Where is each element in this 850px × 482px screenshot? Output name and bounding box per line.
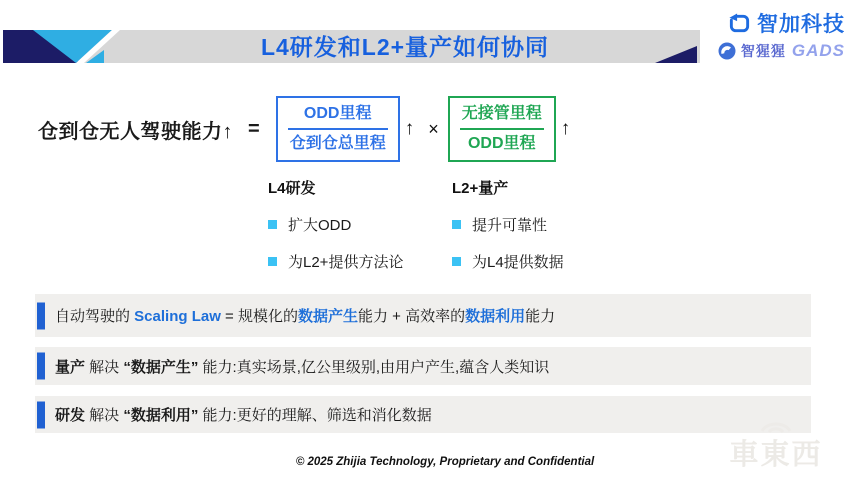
highlighted-text: 数据利用 — [465, 308, 526, 325]
blue-accent-mark — [37, 353, 45, 380]
gads-logo-text: GADS — [791, 41, 845, 60]
text-segment: = 规模化的 — [220, 308, 298, 325]
list-item — [452, 214, 564, 235]
l2-production-column — [452, 177, 564, 288]
copyright-footer: © 2025 Zhijia Technology, Proprietary and Confidential — [295, 456, 595, 468]
bullet-text: 提升可靠性 — [472, 217, 548, 234]
watermark-text: 車東西 — [729, 439, 823, 471]
column-title: L4研发 — [268, 180, 316, 197]
zhixingxing-gads-logo — [718, 41, 845, 61]
plusai-logo — [728, 8, 845, 38]
fraction-numerator: 无接管里程 — [460, 103, 544, 130]
text-segment: 能力 — [525, 308, 556, 325]
data-generation-bar — [35, 347, 811, 385]
plusai-logo-text: 智加科技 — [757, 13, 845, 36]
fraction-denominator: 仓到仓总里程 — [289, 135, 386, 152]
formula-lhs: 仓到仓无人驾驶能力↑ — [38, 120, 233, 143]
text-segment: 自动驾驶的 — [55, 308, 135, 325]
list-item — [268, 251, 403, 272]
bullet-square-icon — [452, 257, 461, 266]
logo-stack — [718, 8, 845, 61]
zhixingxing-logo-text: 智猩猩 — [740, 43, 786, 59]
text-segment: 解决 — [85, 358, 124, 376]
text-segment: 能力:真实场景,亿公里级别,由用户产生,蕴含人类知识 — [198, 358, 550, 376]
bullet-square-icon — [268, 257, 277, 266]
takeover-free-fraction — [448, 96, 556, 162]
text-segment: 能力 + 高效率的 — [358, 308, 466, 325]
bullet-text: 为L2+提供方法论 — [288, 254, 404, 271]
bullet-square-icon — [452, 220, 461, 229]
page-title: L4研发和L2+量产如何协同 — [260, 34, 550, 60]
highlighted-text: Scaling Law — [134, 308, 221, 325]
blue-accent-mark — [37, 302, 45, 329]
list-item — [268, 214, 403, 235]
zhixingxing-monkey-icon — [718, 42, 736, 60]
data-utilization-text — [35, 404, 432, 425]
odd-mileage-fraction — [276, 96, 400, 162]
equals-sign: = — [248, 117, 260, 140]
bold-text: 研发 — [55, 407, 86, 424]
bold-text: 量产 — [55, 358, 86, 376]
highlighted-text: 数据产生 — [297, 308, 358, 325]
column-title: L2+量产 — [452, 180, 509, 197]
scaling-law-bar — [35, 294, 811, 337]
up-arrow: ↑ — [560, 118, 571, 139]
bullet-text: 扩大ODD — [288, 217, 352, 234]
list-item — [452, 251, 564, 272]
multiply-sign: × — [428, 118, 439, 139]
capability-formula — [38, 99, 575, 159]
bullet-text: 为L4提供数据 — [472, 254, 564, 271]
fraction-denominator: ODD里程 — [467, 135, 536, 152]
bullet-square-icon — [268, 220, 277, 229]
data-utilization-bar — [35, 396, 811, 433]
bold-text: “数据产生” — [123, 358, 199, 376]
data-generation-text — [35, 356, 549, 377]
plusai-arrow-icon — [728, 12, 751, 35]
scaling-law-text — [35, 305, 555, 326]
chedongxi-watermark — [702, 417, 850, 470]
text-segment: 能力:更好的理解、筛选和消化数据 — [198, 407, 432, 424]
bold-text: “数据利用” — [123, 407, 199, 424]
fraction-numerator: ODD里程 — [288, 103, 388, 130]
l4-rd-column — [268, 177, 403, 288]
blue-accent-mark — [37, 401, 45, 428]
text-segment: 解决 — [85, 407, 124, 424]
watermark-arc-icon — [748, 417, 804, 435]
up-arrow: ↑ — [404, 118, 415, 139]
